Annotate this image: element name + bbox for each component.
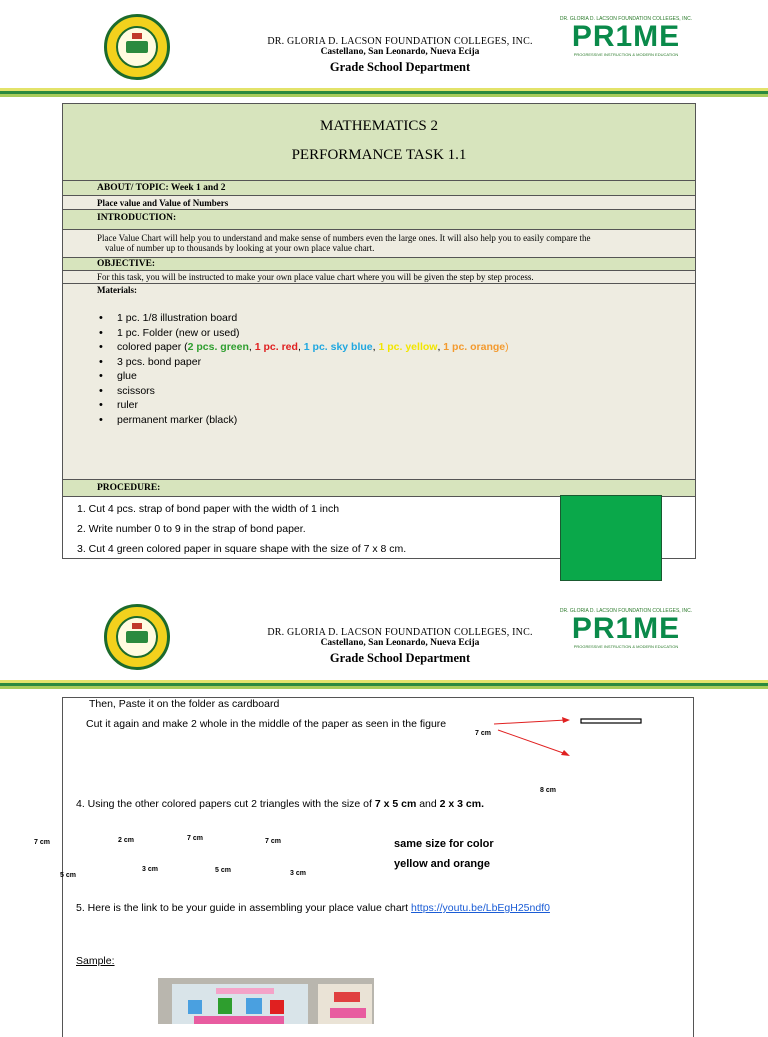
procedure-label-row: PROCEDURE: <box>63 479 695 496</box>
triangle-dim-label: 5 cm <box>215 867 231 874</box>
green-square-figure <box>560 495 662 581</box>
college-address: Castellano, San Leonardo, Nueva Ecija <box>320 47 480 57</box>
task-table <box>62 103 696 559</box>
list-item: 3. Cut 4 green colored paper in square shape with the size of 7 x 8 cm. <box>77 543 407 555</box>
college-address: Castellano, San Leonardo, Nueva Ecija <box>320 638 480 648</box>
triangle-dim-label: 7 cm <box>187 835 203 842</box>
triangle-dim-label: 3 cm <box>290 870 306 877</box>
then-text: Then, Paste it on the folder as cardboard <box>89 698 280 710</box>
same-size-note: same size for color yellow and orange <box>394 838 494 870</box>
prime-logo: DR. GLORIA D. LACSON FOUNDATION COLLEGES, INC. PR1ME PROGRESSIVE INSTRUCTION & MODERN EDUCATION <box>559 16 693 57</box>
slot-shape <box>581 719 641 723</box>
arrow-head <box>562 717 570 723</box>
college-name: DR. GLORIA D. LACSON FOUNDATION COLLEGES, INC. <box>267 627 533 638</box>
sample-label: Sample: <box>76 955 115 967</box>
triangle-dim-label: 2 cm <box>118 837 134 844</box>
arrow-line <box>498 730 566 754</box>
list-item: • permanent marker (black) <box>99 413 695 428</box>
department-name: Grade School Department <box>329 651 471 665</box>
topic-detail-row: Place value and Value of Numbers <box>63 195 695 209</box>
arrow-head <box>561 750 570 756</box>
list-item: • 1 pc. Folder (new or used) <box>99 326 695 341</box>
college-header <box>230 36 570 75</box>
step4-text: 4. Using the other colored papers cut 2 triangles with the size of 7 x 5 cm and 2 x 3 cm. <box>76 798 485 810</box>
college-seal-logo <box>104 14 170 80</box>
subject-title: MATHEMATICS 2 <box>320 118 438 134</box>
list-item: • scissors <box>99 384 695 399</box>
sample-photo <box>158 978 374 1024</box>
objective-label-row: OBJECTIVE: <box>63 257 695 270</box>
triangle-dim-label: 5 cm <box>60 872 76 879</box>
arrow-line <box>494 720 566 724</box>
step5-text: 5. Here is the link to be your guide in assembling your place value chart https://youtu.be/LbEgH25ndf0 <box>76 902 550 914</box>
prime-logo: DR. GLORIA D. LACSON FOUNDATION COLLEGES, INC. PR1ME PROGRESSIVE INSTRUCTION & MODERN EDUCATION <box>559 608 693 649</box>
list-item: • colored paper (2 pcs. green, 1 pc. red, 1 pc. sky blue, 1 pc. yellow, 1 pc. orange) <box>99 340 695 355</box>
materials-list <box>99 311 695 427</box>
department-name: Grade School Department <box>329 60 471 74</box>
college-name: DR. GLORIA D. LACSON FOUNDATION COLLEGES, INC. <box>267 36 533 47</box>
task-title-cell <box>63 104 695 180</box>
header-stripe <box>0 88 768 97</box>
list-item: • 3 pcs. bond paper <box>99 355 695 370</box>
cut-text: Cut it again and make 2 whole in the middle of the paper as seen in the figure <box>86 718 447 730</box>
list-item: 1. Cut 4 pcs. strap of bond paper with the width of 1 inch <box>77 503 340 515</box>
topic-row: ABOUT/ TOPIC: Week 1 and 2 <box>63 180 695 195</box>
dimension-label: 7 cm <box>475 730 491 737</box>
list-item: • glue <box>99 369 695 384</box>
triangle-dim-label: 7 cm <box>265 838 281 845</box>
college-header <box>230 627 570 666</box>
materials-row: Materials: • 1 pc. 1/8 illustration board • 1 pc. Folder (new or used) • colored paper (2 pcs. green, 1 pc. red, 1 pc. sky blue, 1 pc. yellow, 1 pc. orange) • 3 pcs. bond paper • glue • scissors • ruler • permanent marker (black) <box>63 283 695 479</box>
intro-text-row: Place Value Chart will help you to understand and make sense of numbers even the large ones. It will also help you to easily compare the value of number up to thousands by looking at your own place value chart. <box>63 229 695 257</box>
header-stripe <box>0 680 768 689</box>
list-item: • ruler <box>99 398 695 413</box>
intro-label-row: INTRODUCTION: <box>63 209 695 229</box>
triangle-dim-label: 7 cm <box>34 839 50 846</box>
list-item: 2. Write number 0 to 9 in the strap of bond paper. <box>77 523 306 535</box>
college-seal-logo <box>104 604 170 670</box>
triangle-dim-label: 3 cm <box>142 866 158 873</box>
dimension-label: 8 cm <box>540 787 556 794</box>
video-link[interactable]: https://youtu.be/LbEgH25ndf0 <box>411 902 550 914</box>
list-item: • 1 pc. 1/8 illustration board <box>99 311 695 326</box>
task-title: PERFORMANCE TASK 1.1 <box>291 147 467 163</box>
arrows-figure <box>460 710 650 765</box>
objective-text-row: For this task, you will be instructed to make your own place value chart where you will be given the step by step process. <box>63 270 695 283</box>
